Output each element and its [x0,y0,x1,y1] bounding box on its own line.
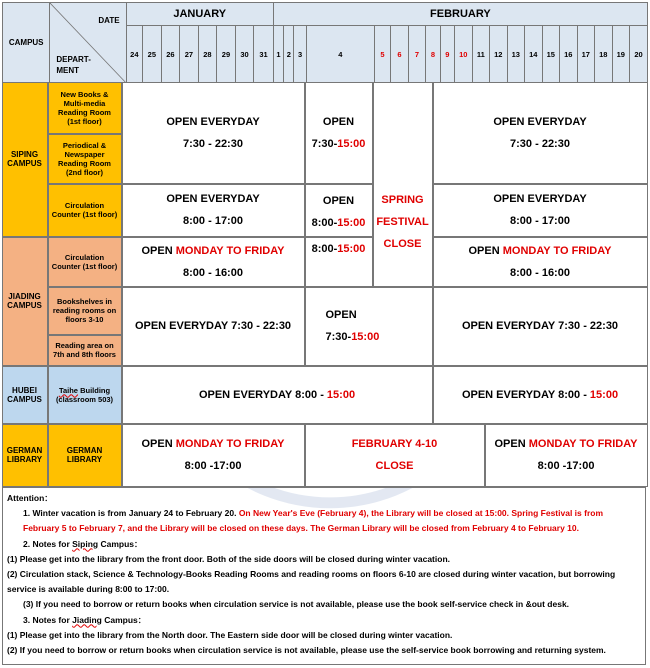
note-3-1: (1) Please get into the library from the North door. The Eastern side door will be closed during winter vacation. [7,629,453,640]
day-feb-13: 13 [507,26,525,83]
siping-circulation-hours-eve: OPEN 8:00-15:00 [305,184,373,237]
siping-reading-hours-eve: OPEN 7:30-15:00 [305,82,373,184]
attention-notes [2,487,646,665]
note-1: 1. Winter vacation is from January 24 to February 20. On New Year's Eve (February 4), the Library will be closed at 15:00. Spring Festival is from February 5 to February 7, and the Library will be closed on these days. The German Library will be closed from February 4 to February 10. [23,508,604,534]
day-feb-2: 2 [284,26,294,83]
month-february: FEBRUARY [273,3,647,26]
day-feb-5: 5 [374,26,390,83]
day-jan-31: 31 [254,26,274,83]
jiading-reading-hours-after: OPEN EVERYDAY 7:30 - 22:30 [433,287,648,366]
day-feb-14: 14 [525,26,543,83]
day-feb-17: 17 [577,26,595,83]
campus-header: CAMPUS [3,3,50,83]
german-closed: FEBRUARY 4-10 CLOSE [305,424,485,487]
month-january: JANUARY [126,3,273,26]
jiading-reading-hours-eve: OPEN 7:30-15:00 [305,287,433,366]
date-department-header [50,3,126,83]
jiading-dept-reading: Reading area on 7th and 8th floors [48,335,122,366]
day-jan-27: 27 [180,26,199,83]
day-jan-26: 26 [161,26,180,83]
day-feb-3: 3 [294,26,306,83]
hubei-hours-after: OPEN EVERYDAY 8:00 - 15:00 [433,366,648,424]
day-jan-25: 25 [143,26,162,83]
day-feb-6: 6 [391,26,409,83]
hubei-hours-before: OPEN EVERYDAY 8:00 - 15:00 [122,366,433,424]
schedule-table [2,2,648,83]
siping-reading-hours-after: OPEN EVERYDAY 7:30 - 22:30 [433,82,648,184]
day-feb-20: 20 [630,26,648,83]
notes-title: Attention： [7,493,53,503]
german-hours-before: OPEN MONDAY TO FRIDAY 8:00 -17:00 [122,424,305,487]
day-jan-29: 29 [217,26,236,83]
day-feb-9: 9 [440,26,454,83]
german-campus: GERMAN LIBRARY [2,424,48,487]
day-jan-30: 30 [235,26,254,83]
note-2-1: (1) Please get into the library from the front door. Both of the side doors will be closed during winter vacation. [7,553,450,564]
day-feb-1: 1 [273,26,283,83]
note-3-heading: 3. Notes for Jiading Campus： [23,614,147,625]
note-2-heading: 2. Notes for Siping Campus： [23,538,143,549]
siping-campus: SIPING CAMPUS [2,82,48,237]
day-feb-8: 8 [426,26,440,83]
day-feb-4: 4 [306,26,374,83]
german-dept: GERMAN LIBRARY [48,424,122,487]
german-hours-after: OPEN MONDAY TO FRIDAY 8:00 -17:00 [485,424,648,487]
siping-dept-periodical: Periodical & Newspaper Reading Room (2nd floor) [48,134,122,184]
note-2-3: (3) If you need to borrow or return books when circulation service is not available, please use the book self-service check in &out desk. [23,599,570,610]
day-feb-11: 11 [472,26,490,83]
schedule-body [2,82,648,487]
siping-dept-circulation: Circulation Counter (1st floor) [48,184,122,237]
day-jan-28: 28 [198,26,217,83]
day-feb-15: 15 [542,26,560,83]
day-feb-10: 10 [455,26,473,83]
day-jan-24: 24 [126,26,142,83]
siping-reading-hours-before: OPEN EVERYDAY 7:30 - 22:30 [122,82,305,184]
jiading-circulation-hours-eve: 8:00-15:00 [305,237,373,287]
day-feb-12: 12 [490,26,508,83]
hubei-dept: Taihe Building (classroom 503) [48,366,122,424]
spring-festival-closed: SPRING FESTIVAL CLOSE [373,82,433,287]
day-feb-7: 7 [408,26,426,83]
note-2-2: (2) Circulation stack, Science & Technology-Books Reading Rooms and reading rooms on floors 6-10 are closed during winter vacation, but borrowing service is available during 8:00 to 17:00. [7,569,616,595]
date-label: DATE [98,16,120,25]
hubei-campus: HUBEI CAMPUS [2,366,48,424]
jiading-circulation-hours-after: OPEN MONDAY TO FRIDAY 8:00 - 16:00 [433,237,648,287]
jiading-reading-hours-before: OPEN EVERYDAY 7:30 - 22:30 [122,287,305,366]
day-feb-19: 19 [612,26,630,83]
day-feb-18: 18 [595,26,613,83]
department-label: DEPART- MENT [56,55,91,75]
siping-circulation-hours-after: OPEN EVERYDAY 8:00 - 17:00 [433,184,648,237]
jiading-circulation-hours-before: OPEN MONDAY TO FRIDAY 8:00 - 16:00 [122,237,305,287]
siping-dept-new-books: New Books & Multi-media Reading Room (1st floor) [48,82,122,134]
jiading-dept-circulation: Circulation Counter (1st floor) [48,237,122,287]
jiading-campus: JIADING CAMPUS [2,237,48,366]
jiading-dept-bookshelves: Bookshelves in reading rooms on floors 3-10 [48,287,122,335]
day-feb-16: 16 [560,26,578,83]
note-3-2: (2) If you need to borrow or return books when circulation service is not available, please use the self-service book borrowing and returning system. [7,645,606,656]
siping-circulation-hours-before: OPEN EVERYDAY 8:00 - 17:00 [122,184,305,237]
